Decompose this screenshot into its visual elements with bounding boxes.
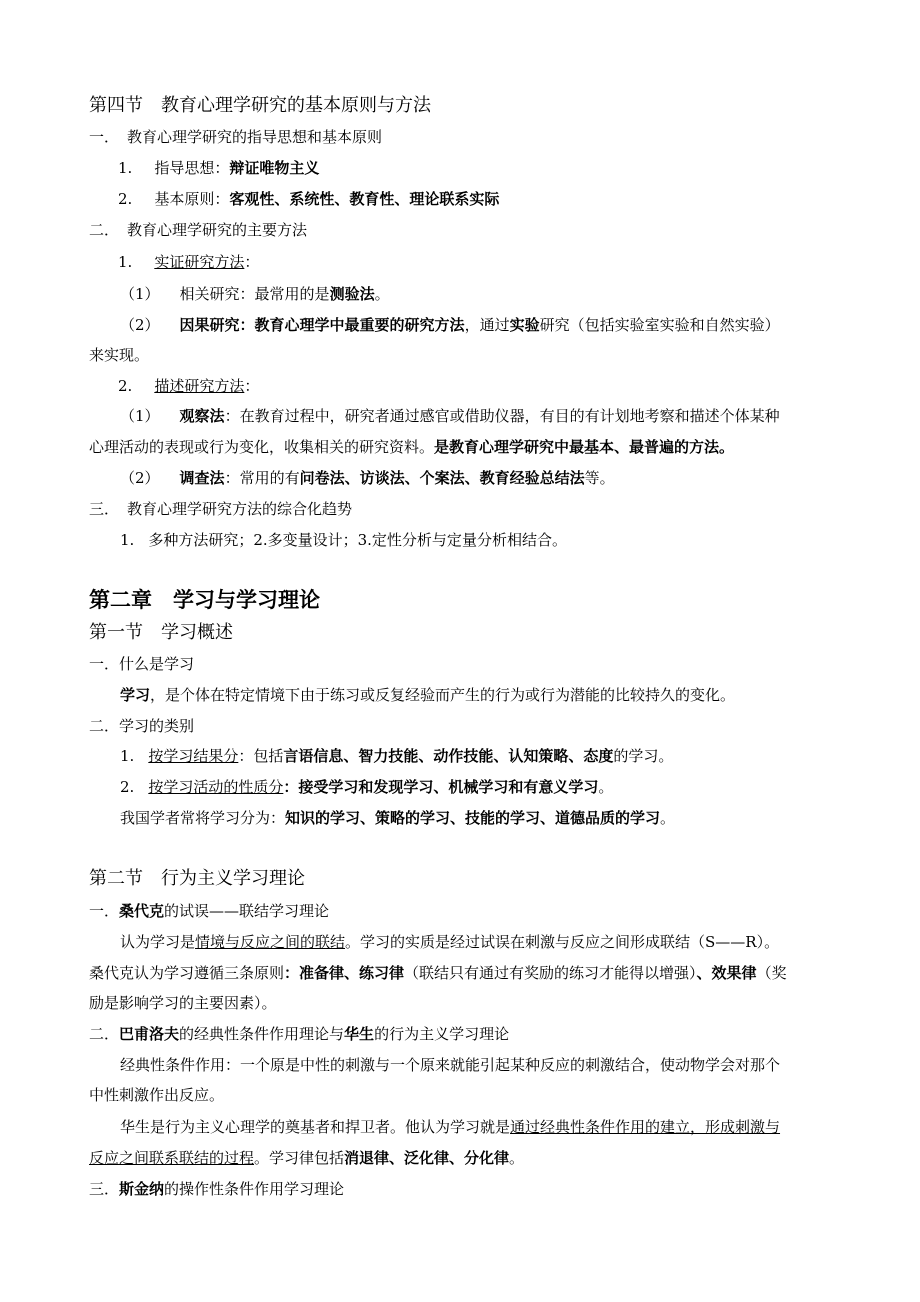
paragraph-bold-2: 、效果律 (696, 964, 757, 982)
paragraph-text-end: 。学习的实质是经过试误在刺激与反应之间形成联结（S——R）。 (345, 933, 780, 951)
paragraph-underline: 通过经典性条件作用的建立，形成刺激与 (510, 1118, 781, 1136)
subsection-heading (89, 220, 920, 240)
heading-bold-2: 华生 (344, 1025, 375, 1043)
item-label: 实证研究方法 (154, 253, 245, 271)
paragraph (120, 1055, 920, 1075)
heading-number: 三． (89, 500, 120, 518)
subitem-number: （1） (120, 285, 160, 303)
item-text: 多种方法研究；2.多变量设计；3.定性分析与定量分析相结合。 (148, 531, 567, 549)
paragraph-text: 经典性条件作用：一个原是中性的刺激与一个原来就能引起某种反应的刺激结合，使动物学会对那个 (120, 1056, 781, 1074)
paragraph-text: 认为学习是 (120, 933, 196, 951)
paragraph-text-end: 。 (660, 809, 676, 827)
paragraph-text: 。学习律包括 (254, 1149, 345, 1167)
item-number: 2. (118, 377, 133, 395)
paragraph-continuation (89, 437, 920, 457)
item-text: ：包括 (238, 747, 284, 765)
heading-text: 教育心理学研究的指导思想和基本原则 (127, 128, 383, 146)
subsection-heading (89, 499, 920, 519)
section-title: 第一节 学习概述 (89, 622, 233, 643)
subitem-text: 相关研究：最常用的是 (179, 285, 330, 303)
heading-number: 三． (89, 1180, 120, 1198)
heading-bold: 巴甫洛夫 (119, 1025, 180, 1043)
subitem-bold: 调查法 (179, 469, 225, 487)
list-item (120, 530, 920, 550)
item-number: 1. (120, 747, 135, 765)
heading-number: 二． (89, 221, 120, 239)
paragraph-bold: ：准备律、练习律 (284, 964, 405, 982)
item-text-end: 的学习。 (613, 747, 674, 765)
heading-bold: 斯金纳 (119, 1180, 165, 1198)
subsection-heading (89, 1024, 920, 1044)
continuation-text: 中性刺激作出反应。 (89, 1086, 225, 1104)
list-item (118, 158, 920, 178)
item-text-end: 。 (598, 778, 614, 796)
subitem-number: （2） (120, 469, 160, 487)
list-item (118, 376, 920, 396)
chapter-title-text: 第二章 学习与学习理论 (89, 587, 320, 612)
heading-text: 的试误——联结学习理论 (164, 902, 330, 920)
item-number: 1. (118, 253, 133, 271)
continuation-bold: 是教育心理学研究中最基本、最普遍的方法。 (434, 438, 735, 456)
section-heading (89, 94, 920, 118)
item-number: 1. (118, 159, 133, 177)
item-colon: ： (244, 253, 260, 271)
list-item (120, 777, 920, 797)
subitem-bold: 因果研究：教育心理学中最重要的研究方法 (179, 316, 465, 334)
subitem-bold: 测验法 (329, 285, 375, 303)
paragraph-bold: 知识的学习、策略的学习、技能的学习、道德品质的学习 (285, 809, 661, 827)
paragraph-continuation (89, 345, 920, 365)
item-number: 1. (120, 531, 135, 549)
subsection-heading (89, 716, 920, 736)
subitem-text: ：在教育过程中，研究者通过感官或借助仪器，有目的有计划地考察和描述个体某种 (224, 407, 780, 425)
heading-bold: 桑代克 (119, 902, 165, 920)
item-label: 指导思想： (154, 159, 230, 177)
definition-paragraph (120, 685, 920, 705)
heading-text: 教育心理学研究的主要方法 (127, 221, 308, 239)
item-bold: ：接受学习和发现学习、机械学习和有意义学习 (283, 778, 599, 796)
list-item (120, 746, 920, 766)
item-label: 按学习活动的性质分 (148, 778, 284, 796)
item-label: 基本原则： (154, 190, 230, 208)
continuation-text: 来实现。 (89, 346, 150, 364)
subitem-text-end: 研究（包括实验室实验和自然实验） (539, 316, 780, 334)
section-heading (89, 867, 920, 891)
heading-number: 二． (89, 1025, 120, 1043)
paragraph (120, 1117, 920, 1137)
heading-text: 的经典性条件作用理论与 (179, 1025, 345, 1043)
paragraph-continuation (89, 1085, 920, 1105)
subsection-heading (89, 654, 920, 674)
subitem-bold: 观察法 (179, 407, 225, 425)
item-number: 2. (118, 190, 133, 208)
item-bold: 言语信息、智力技能、动作技能、认知策略、态度 (283, 747, 614, 765)
subitem-text: ，通过 (464, 316, 510, 334)
paragraph-text-3: （奖 (756, 964, 787, 982)
paragraph-text: 华生是行为主义心理学的奠基者和捍卫者。他认为学习就是 (120, 1118, 511, 1136)
list-subitem (120, 284, 920, 304)
list-subitem (120, 468, 920, 488)
subitem-text: ：常用的有 (224, 469, 300, 487)
subsection-heading (89, 901, 920, 921)
subsection-heading (89, 127, 920, 147)
paragraph-underline: 反应之间联系联结的过程 (89, 1149, 255, 1167)
subitem-number: （1） (120, 407, 160, 425)
item-label: 按学习结果分 (148, 747, 239, 765)
subitem-text-end: 等。 (584, 469, 615, 487)
item-value: 辩证唯物主义 (229, 159, 320, 177)
list-item (118, 189, 920, 209)
chapter-title (89, 586, 920, 614)
heading-number: 一． (89, 902, 120, 920)
list-item (118, 252, 920, 272)
heading-text: 教育心理学研究方法的综合化趋势 (127, 500, 353, 518)
paragraph-continuation (89, 993, 920, 1013)
section-heading (89, 621, 920, 645)
subitem-text-end: 。 (374, 285, 390, 303)
section-title: 第二节 行为主义学习理论 (89, 868, 305, 889)
paragraph-text-2: （联结只有通过有奖励的练习才能得以增强） (404, 964, 697, 982)
heading-text: 一．什么是学习 (89, 655, 195, 673)
continuation-text: 励是影响学习的主要因素）。 (89, 994, 277, 1012)
definition-term: 学习 (120, 686, 151, 704)
heading-number: 一． (89, 128, 120, 146)
heading-text: 二．学习的类别 (89, 717, 195, 735)
list-subitem (120, 406, 920, 426)
subitem-bold-2: 实验 (509, 316, 540, 334)
paragraph-text: 我国学者常将学习分为： (120, 809, 286, 827)
paragraph-text-end: 。 (509, 1149, 525, 1167)
paragraph-bold: 消退律、泛化律、分化律 (344, 1149, 510, 1167)
subitem-bold-2: 问卷法、访谈法、个案法、教育经验总结法 (299, 469, 585, 487)
paragraph-underline: 情境与反应之间的联结 (195, 933, 346, 951)
heading-text: 的操作性条件作用学习理论 (164, 1180, 345, 1198)
item-value: 客观性、系统性、教育性、理论联系实际 (229, 190, 500, 208)
paragraph-continuation (89, 1148, 920, 1168)
paragraph-text: 桑代克认为学习遵循三条原则 (89, 964, 285, 982)
continuation-text: 心理活动的表现或行为变化，收集相关的研究资料。 (89, 438, 435, 456)
paragraph-continuation (89, 963, 920, 983)
paragraph (120, 808, 920, 828)
heading-text-2: 的行为主义学习理论 (374, 1025, 510, 1043)
paragraph (120, 932, 920, 952)
subitem-number: （2） (120, 316, 160, 334)
definition-text: ，是个体在特定情境下由于练习或反复经验而产生的行为或行为潜能的比较持久的变化。 (150, 686, 736, 704)
item-colon: ： (244, 377, 260, 395)
item-label: 描述研究方法 (154, 377, 245, 395)
list-subitem (120, 315, 920, 335)
subsection-heading (89, 1179, 920, 1199)
item-number: 2. (120, 778, 135, 796)
section-title: 第四节 教育心理学研究的基本原则与方法 (89, 95, 431, 116)
